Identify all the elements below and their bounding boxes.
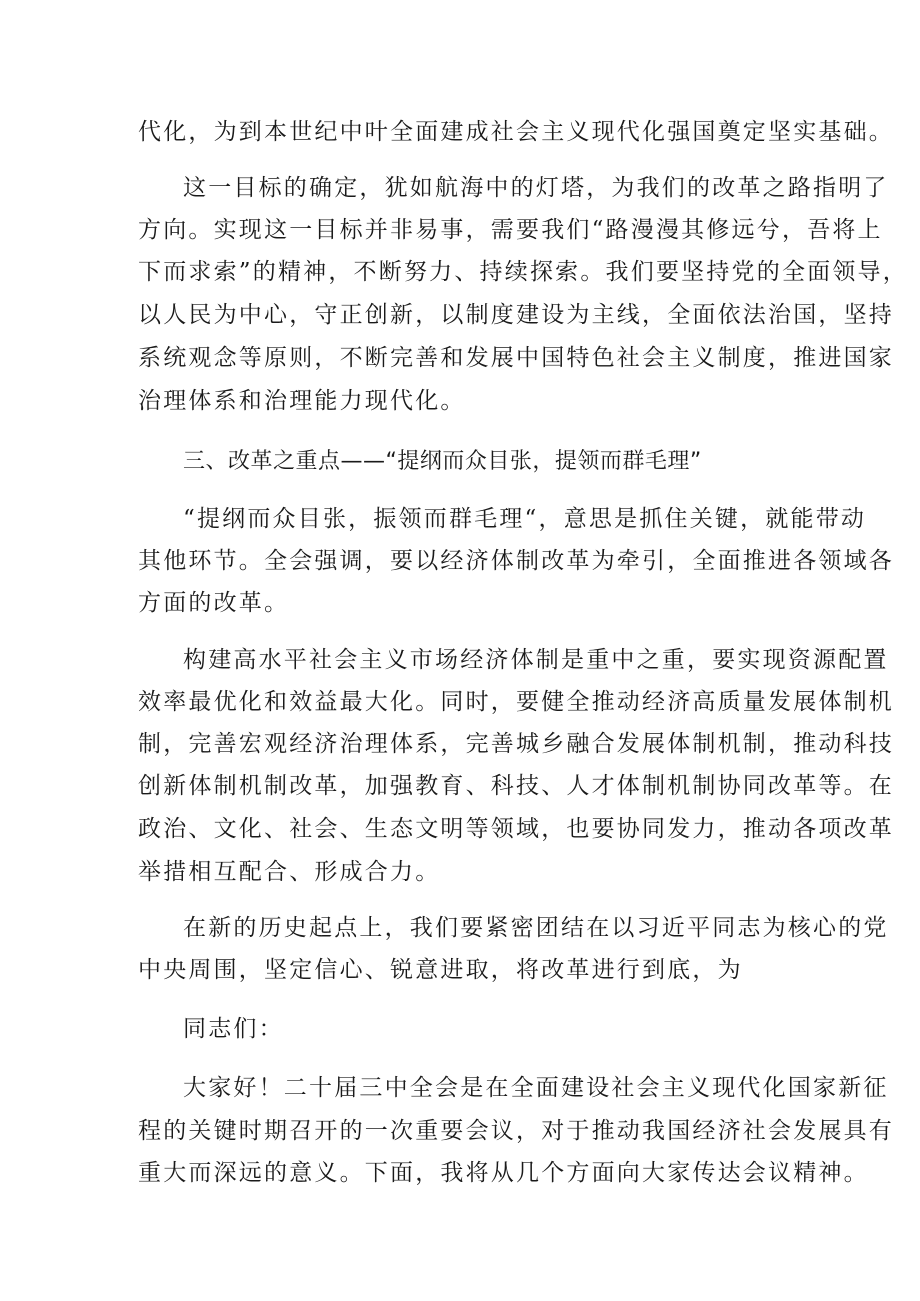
text-line: 重大而深远的意义。下面，我将从几个方面向大家传达会议精神。 [138,1160,869,1186]
salutation: 同志们： [183,1016,284,1042]
text-line: 程的关键时期召开的一次重要会议，对于推动我国经济社会发展具有 [138,1118,894,1144]
text-line: 在新的历史起点上，我们要紧密团结在以习近平同志为核心的党 [183,915,889,941]
text-line: 系统观念等原则，不断完善和发展中国特色社会主义制度，推进国家 [138,345,894,371]
text-line: 举措相互配合、形成合力。 [138,859,441,885]
text-line: 方面的改革。 [138,590,290,616]
text-line: 代化，为到本世纪中叶全面建成社会主义现代化强国奠定坚实基础。 [138,119,894,145]
text-line: 这一目标的确定，犹如航海中的灯塔，为我们的改革之路指明了 [183,175,889,201]
text-line: 下而求索”的精神，不断努力、持续探索。我们要坚持党的全面领导， [138,259,908,285]
text-line: 制，完善宏观经济治理体系，完善城乡融合发展体制机制，推动科技 [138,731,894,757]
text-line: 大家好！二十届三中全会是在全面建设社会主义现代化国家新征 [183,1075,889,1101]
text-line: 构建高水平社会主义市场经济体制是重中之重，要实现资源配置 [183,647,889,673]
text-line: 创新体制机制改革，加强教育、科技、人才体制机制协同改革等。在 [138,773,894,799]
text-line: 方向。实现这一目标并非易事，需要我们“路漫漫其修远兮，吾将上 [138,217,883,243]
section-heading: 三、改革之重点——“提纲而众目张，提领而群毛理” [183,449,702,474]
text-line: 其他环节。全会强调，要以经济体制改革为牵引，全面推进各领域各 [138,548,894,574]
text-line: 中央周围，坚定信心、锐意进取，将改革进行到底，为 [138,957,743,983]
text-line: 政治、文化、社会、生态文明等领域，也要协同发力，推动各项改革 [138,816,894,842]
text-line: 治理体系和治理能力现代化。 [138,388,466,414]
text-line: 以人民为中心，守正创新，以制度建设为主线，全面依法治国，坚持 [138,302,894,328]
text-line: “提纲而众目张，振领而群毛理“，意思是抓住关键，就能带动 [183,506,867,532]
text-line: 效率最优化和效益最大化。同时，要健全推动经济高质量发展体制机 [138,689,894,715]
